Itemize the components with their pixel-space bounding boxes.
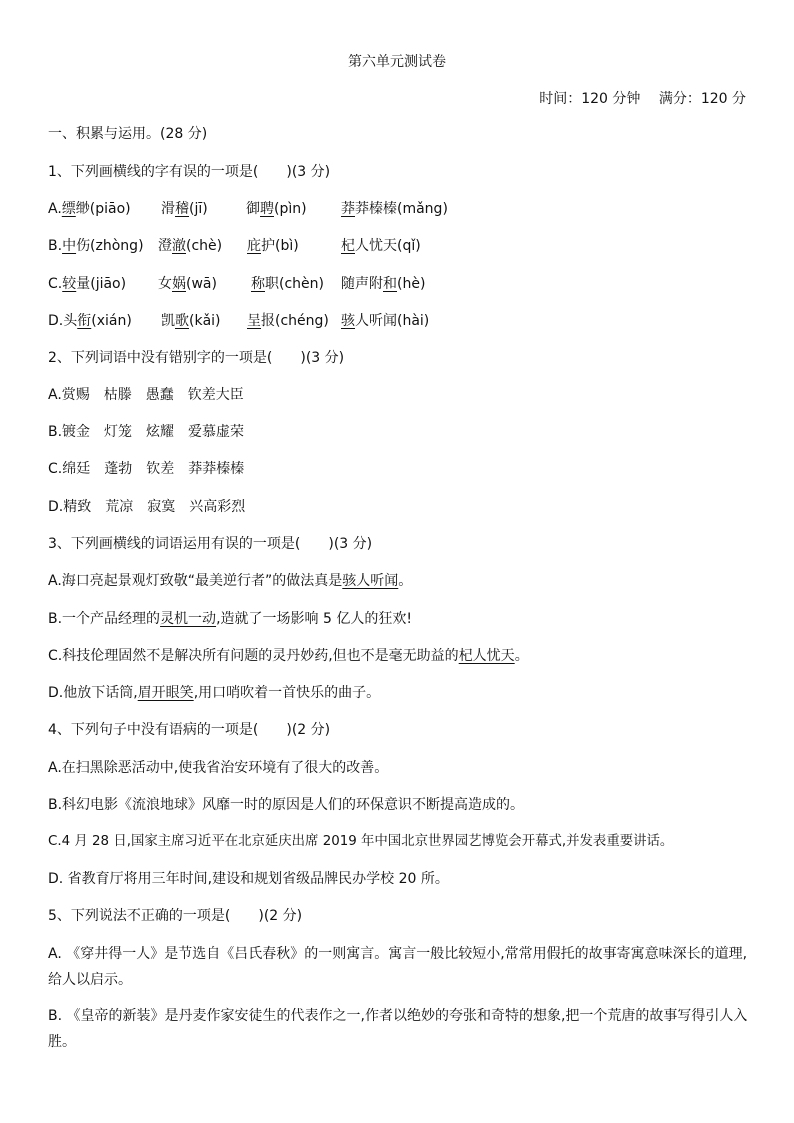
time-limit: 时间：120 分钟 (539, 91, 641, 107)
q2-option-b: B.镀金 灯笼 炫耀 爱慕虚荣 (48, 424, 245, 440)
option-segment: 澄澈(chè) (158, 238, 223, 254)
q1-option-b (48, 236, 758, 256)
exam-meta (539, 88, 746, 108)
q3-option-b: B.一个产品经理的灵机一动,造就了一场影响 5 亿人的狂欢! (48, 611, 412, 627)
q2-option-d: D.精致 荒凉 寂寞 兴高彩烈 (48, 499, 246, 515)
question-5-stem: 5、下列说法不正确的一项是( )(2 分) (48, 908, 303, 924)
option-segment: 杞人忧天(qǐ) (341, 238, 421, 254)
q4-option-a: A.在扫黑除恶活动中,使我省治安环境有了很大的改善。 (48, 760, 389, 776)
option-segment: 骇人听闻(hài) (341, 313, 430, 329)
q3-option-a: A.海口亮起景观灯致敬“最美逆行者”的做法真是骇人听闻。 (48, 573, 413, 589)
option-segment: D.头衔(xián) (48, 313, 132, 329)
question-1-stem: 1、下列画横线的字有误的一项是( )(3 分) (48, 164, 331, 180)
option-segment: 庇护(bì) (247, 238, 299, 254)
option-segment: 呈报(chéng) (247, 313, 329, 329)
q5-option-a: A. 《穿井得一人》是节选自《吕氏春秋》的一则寓言。寓言一般比较短小,常常用假托的故事寄寓意味深长的道理,给人以启示。 (48, 946, 748, 988)
question-3-stem: 3、下列画横线的词语运用有误的一项是( )(3 分) (48, 536, 373, 552)
page-title: 第六单元测试卷 (348, 54, 446, 70)
option-segment: 莽莽榛榛(mǎng) (341, 201, 448, 217)
option-segment: C.较量(jiāo) (48, 276, 127, 292)
option-segment: 女娲(wā) (158, 276, 217, 292)
option-segment: 滑稽(jī) (161, 201, 208, 217)
q2-option-a: A.赏赐 枯滕 愚蠢 钦差大臣 (48, 387, 244, 403)
q1-option-d (48, 311, 758, 331)
q1-option-a (48, 199, 758, 219)
q5-option-b: B. 《皇帝的新装》是丹麦作家安徒生的代表作之一,作者以绝妙的夸张和奇特的想象,把一个荒唐的故事写得引人入胜。 (48, 1008, 748, 1050)
full-score: 满分：120 分 (658, 91, 746, 107)
q1-option-c (48, 274, 758, 294)
option-segment: 凯歌(kǎi) (161, 313, 221, 329)
q2-option-c: C.绵廷 蓬勃 钦差 莽莽榛榛 (48, 461, 245, 477)
q4-option-b: B.科幻电影《流浪地球》风靡一时的原因是人们的环保意识不断提高造成的。 (48, 797, 525, 813)
option-segment: A.缥缈(piāo) (48, 201, 131, 217)
q3-option-c: C.科技伦理固然不是解决所有问题的灵丹妙药,但也不是毫无助益的杞人忧天。 (48, 648, 529, 664)
option-segment: 称职(chèn) (251, 276, 324, 292)
option-segment: 御聘(pìn) (246, 201, 307, 217)
option-segment: B.中伤(zhòng) (48, 238, 144, 254)
q4-option-c: C.4 月 28 日,国家主席习近平在北京延庆出席 2019 年中国北京世界园艺博览会开幕式,并发表重要讲话。 (48, 834, 674, 849)
question-2-stem: 2、下列词语中没有错别字的一项是( )(3 分) (48, 350, 345, 366)
option-segment: 随声附和(hè) (341, 276, 426, 292)
section-heading: 一、积累与运用。(28 分) (48, 126, 208, 142)
q4-option-d: D. 省教育厅将用三年时间,建设和规划省级品牌民办学校 20 所。 (48, 871, 449, 887)
q3-option-d: D.他放下话筒,眉开眼笑,用口哨吹着一首快乐的曲子。 (48, 685, 381, 701)
question-4-stem: 4、下列句子中没有语病的一项是( )(2 分) (48, 722, 331, 738)
